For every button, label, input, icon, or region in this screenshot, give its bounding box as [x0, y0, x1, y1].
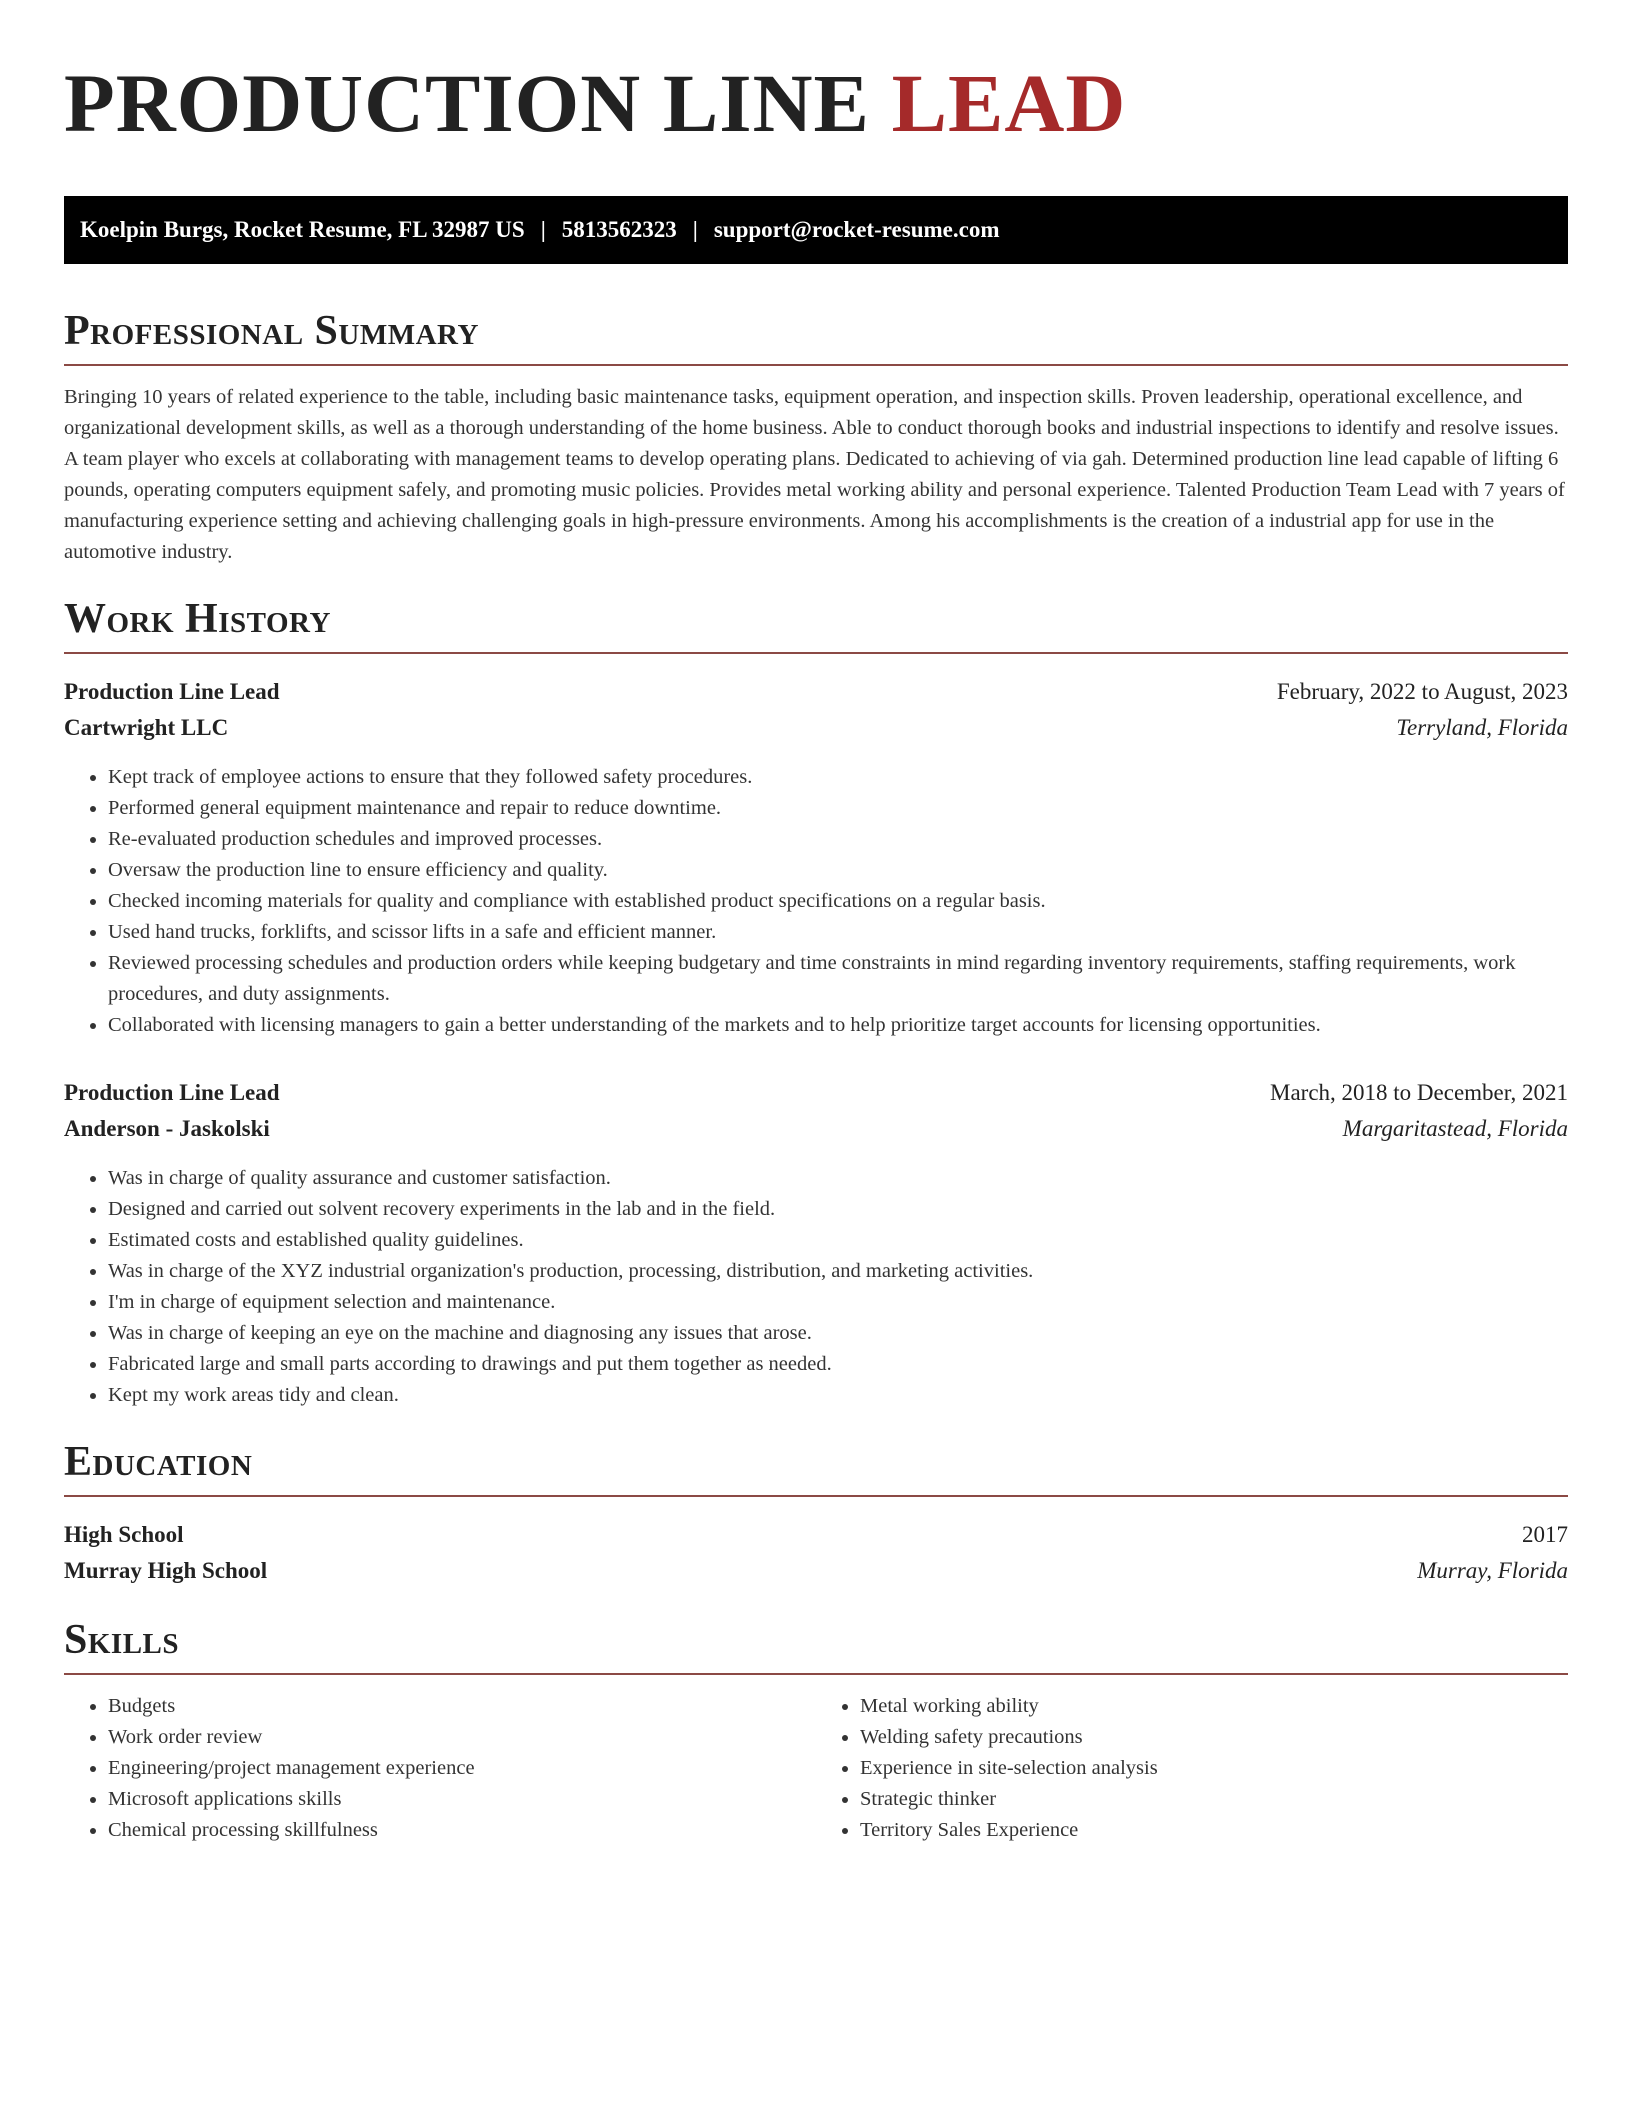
job-title: Production Line Lead — [64, 1080, 280, 1105]
job-bullet: • Was in charge of quality assurance and customer satisfaction. — [108, 1163, 1568, 1194]
contact-separator: | — [540, 217, 546, 242]
education-year: 2017 — [1522, 1522, 1568, 1547]
job-bullet: • Fabricated large and small parts according to drawings and put them together as needed. — [108, 1349, 1568, 1380]
contact-email: support@rocket-resume.com — [713, 217, 1000, 242]
skills-heading: Skills — [64, 1619, 1568, 1675]
job-bullet: • Oversaw the production line to ensure efficiency and quality. — [108, 855, 1568, 886]
work-history-section — [64, 598, 1568, 1411]
title-main: PRODUCTION LINE — [64, 57, 870, 149]
skill-item: • Experience in site-selection analysis — [860, 1753, 1568, 1784]
skill-item: • Metal working ability — [860, 1691, 1568, 1722]
summary-section — [64, 310, 1568, 568]
title-accent: LEAD — [891, 57, 1127, 149]
job-company: Anderson - Jaskolski — [64, 1116, 270, 1141]
contact-address: Koelpin Burgs, Rocket Resume, FL 32987 US — [80, 217, 525, 242]
summary-heading: Professional Summary — [64, 310, 1568, 366]
skill-item: • Territory Sales Experience — [860, 1815, 1568, 1846]
contact-phone: 5813562323 — [561, 217, 677, 242]
skill-item: • Strategic thinker — [860, 1784, 1568, 1815]
job-bullet: • Reviewed processing schedules and production orders while keeping budgetary and time constraints in mind regarding inventory requirements, staffing requirements, work procedures, and duty assignments. — [108, 948, 1568, 1010]
education-entry — [64, 1517, 1568, 1589]
skill-item: • Microsoft applications skills — [108, 1784, 816, 1815]
summary-text: Bringing 10 years of related experience to the table, including basic maintenance tasks, equipment operation, and inspection skills. Proven leadership, operational excellence, and organizational development skills, as well as a thorough understanding of the home business. Able to conduct thorough books and industrial inspections to identify and resolve issues. A team player who excels at collaborating with management teams to develop operating plans. Dedicated to achieving of via gah. Determined production line lead capable of lifting 6 pounds, operating computers equipment safely, and promoting music policies. Provides metal working ability and personal experience. Talented Production Team Lead with 7 years of manufacturing experience setting and achieving challenging goals in high-pressure environments. Among his accomplishments is the creation of a industrial app for use in the automotive industry. — [64, 386, 1565, 563]
skill-item: • Welding safety precautions — [860, 1722, 1568, 1753]
education-location: Murray, Florida — [1417, 1558, 1568, 1583]
skills-list-right — [816, 1691, 1568, 1846]
job-bullet: • I'm in charge of equipment selection and maintenance. — [108, 1287, 1568, 1318]
job-location: Terryland, Florida — [1396, 715, 1568, 740]
job-bullet: • Used hand trucks, forklifts, and scissor lifts in a safe and efficient manner. — [108, 917, 1568, 948]
job-bullet: • Kept track of employee actions to ensure that they followed safety procedures. — [108, 762, 1568, 793]
job-bullet: • Performed general equipment maintenance and repair to reduce downtime. — [108, 793, 1568, 824]
job-bullet-list — [64, 1163, 1568, 1411]
job-entry — [64, 674, 1568, 1041]
skills-list-left — [64, 1691, 816, 1846]
job-bullet: • Kept my work areas tidy and clean. — [108, 1380, 1568, 1411]
job-company: Cartwright LLC — [64, 715, 229, 740]
contact-bar — [64, 196, 1568, 264]
contact-separator: | — [692, 217, 698, 242]
job-bullet: • Estimated costs and established quality guidelines. — [108, 1225, 1568, 1256]
job-bullet: • Was in charge of keeping an eye on the machine and diagnosing any issues that arose. — [108, 1318, 1568, 1349]
job-dates: February, 2022 to August, 2023 — [1276, 679, 1568, 704]
education-degree: High School — [64, 1522, 184, 1547]
work-history-heading: Work History — [64, 598, 1568, 654]
job-location: Margaritastead, Florida — [1342, 1116, 1568, 1141]
job-bullet: • Designed and carried out solvent recovery experiments in the lab and in the field. — [108, 1194, 1568, 1225]
education-section — [64, 1441, 1568, 1589]
resume-title — [64, 57, 1568, 150]
education-school: Murray High School — [64, 1558, 268, 1583]
skill-item: • Chemical processing skillfulness — [108, 1815, 816, 1846]
job-title: Production Line Lead — [64, 679, 280, 704]
job-bullet: • Checked incoming materials for quality and compliance with established product specifications on a regular basis. — [108, 886, 1568, 917]
job-bullet: • Was in charge of the XYZ industrial organization's production, processing, distribution, and marketing activities. — [108, 1256, 1568, 1287]
skill-item: • Engineering/project management experience — [108, 1753, 816, 1784]
job-bullet-list — [64, 762, 1568, 1041]
education-heading: Education — [64, 1441, 1568, 1497]
job-bullet: • Re-evaluated production schedules and improved processes. — [108, 824, 1568, 855]
skills-section — [64, 1619, 1568, 1846]
job-dates: March, 2018 to December, 2021 — [1270, 1080, 1568, 1105]
skills-columns — [64, 1691, 1568, 1846]
skill-item: • Work order review — [108, 1722, 816, 1753]
job-bullet: • Collaborated with licensing managers to gain a better understanding of the markets and to help prioritize target accounts for licensing opportunities. — [108, 1010, 1568, 1041]
skill-item: • Budgets — [108, 1691, 816, 1722]
job-entry — [64, 1075, 1568, 1411]
